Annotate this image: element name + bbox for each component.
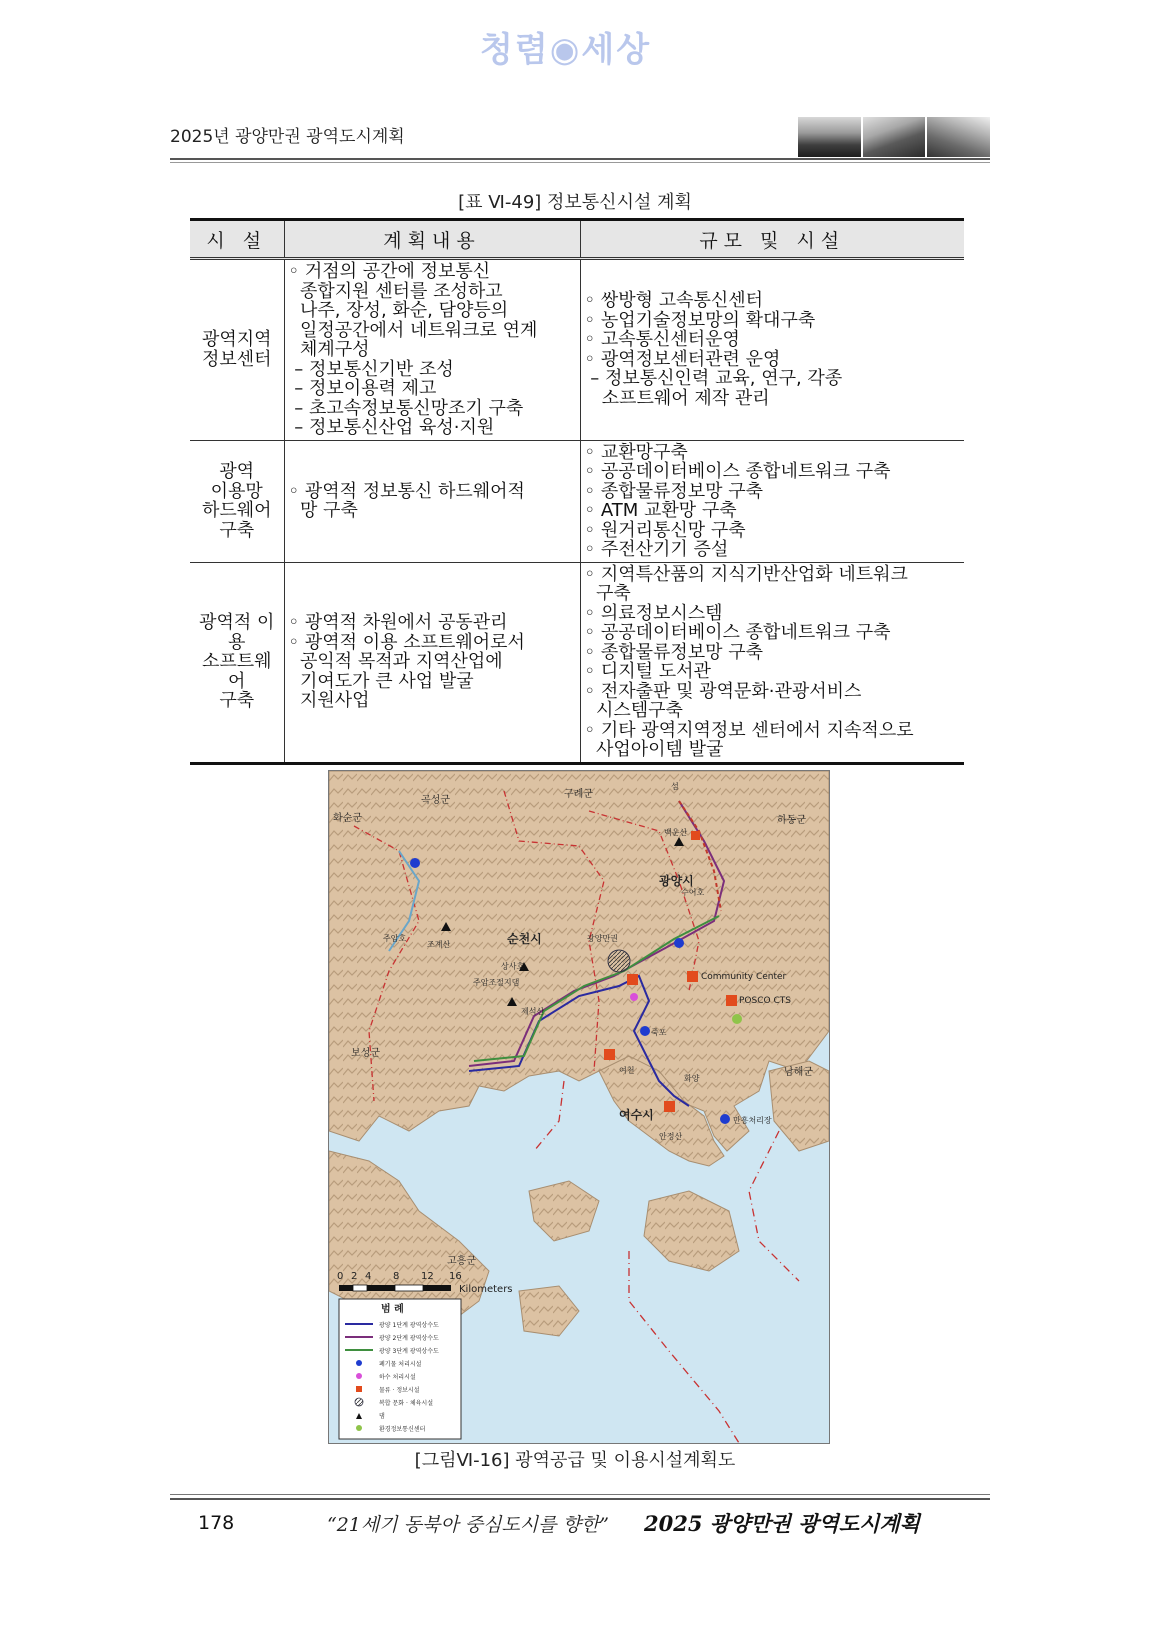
label-yeosu: 여수시 <box>619 1108 654 1122</box>
map-legend <box>339 1299 461 1439</box>
scale-tick: 12 <box>421 1271 434 1282</box>
header-facility: 시 설 <box>190 220 284 259</box>
waste-facility <box>410 858 420 868</box>
legend-waste-icon <box>356 1360 362 1366</box>
label-community: Community Center <box>701 972 787 982</box>
scale-tick: 2 <box>351 1271 358 1282</box>
facility-line: 이용망 <box>210 480 263 502</box>
facilities-line: ◦ 지역특산품의 지식기반산업화 네트워크 <box>584 563 908 585</box>
label-posco: POSCO CTS <box>739 996 791 1006</box>
facilities-line: ◦ 쌍방형 고속통신센터 <box>584 290 764 312</box>
plan-line: ◦ 광역적 정보통신 하드웨어적 <box>288 480 525 502</box>
facilities-line: 시스템구축 <box>584 700 683 721</box>
facility-cell <box>190 562 284 763</box>
label-goksung: 곡성군 <box>421 795 450 806</box>
facilities-cell <box>580 259 964 441</box>
waste-facility <box>720 1114 730 1124</box>
legend-sewage-icon <box>356 1373 362 1379</box>
facilities-line: ◦ 디지털 도서관 <box>584 661 711 682</box>
header-facilities: 규모 및 시설 <box>580 220 964 259</box>
header-plan: 계획내용 <box>284 220 580 259</box>
label-jukpo: 죽포 <box>651 1028 667 1037</box>
legend-label: 댐 <box>379 1413 385 1420</box>
logistics-facility <box>691 831 700 840</box>
footer-slogan: “21세기 동북아 중심도시를 향한” <box>327 1514 609 1536</box>
scale-tick: 16 <box>449 1271 462 1282</box>
label-gwangyang-bay: 광양만권 <box>587 934 618 943</box>
label-juam-dam: 주암조절지댐 <box>473 978 520 987</box>
facilities-line: ◦ 농업기술정보망의 확대구축 <box>584 309 816 331</box>
facility-cell <box>190 259 284 441</box>
logistics-facility <box>604 1049 615 1060</box>
label-gurye: 구례군 <box>564 789 593 800</box>
label-suoh: 수어호 <box>681 888 705 897</box>
facility-line: 광역 <box>219 461 255 482</box>
facilities-line: ◦ 공공데이터베이스 종합네트워크 구축 <box>584 622 891 643</box>
logistics-facility <box>664 1101 675 1112</box>
plan-line: – 정보통신기반 조성 <box>288 358 454 380</box>
facilities-line: 구축 <box>584 583 631 604</box>
plan-cell <box>284 259 580 441</box>
scale-segment <box>367 1285 395 1291</box>
sewage-facility <box>630 993 638 1001</box>
label-jogye: 조계산 <box>427 940 451 949</box>
label-suncheon: 순천시 <box>507 932 542 946</box>
header-divider-thin <box>170 162 990 163</box>
facility-line: 구축 <box>219 690 255 712</box>
plan-line: ◦ 광역적 이용 소프트웨어로서 <box>288 631 525 653</box>
legend-label: 광양 1단계 광역상수도 <box>379 1322 439 1329</box>
label-yeocheon: 여천 <box>619 1066 635 1075</box>
scale-segment <box>353 1285 367 1291</box>
table-row <box>190 440 964 562</box>
plan-line: 종합지원 센터를 조성하고 <box>288 280 503 302</box>
logo-text: 청렴◉세상 <box>480 30 652 70</box>
scale-segment <box>423 1285 451 1291</box>
facility-line: 광역적 이용 <box>199 612 275 653</box>
facilities-line: ◦ 교환망구축 <box>584 441 688 463</box>
legend-label: 복합 문화 · 체육시설 <box>379 1400 433 1407</box>
header-photo-1 <box>798 117 861 157</box>
label-hwasun: 화순군 <box>333 813 362 824</box>
logistics-facility <box>687 971 698 982</box>
legend-label: 물류 · 정보시설 <box>379 1387 420 1394</box>
legend-complex-icon <box>355 1398 363 1406</box>
facilities-line: ◦ 고속통신센터운영 <box>584 329 740 351</box>
label-hadong: 하동군 <box>777 815 806 826</box>
scale-tick: 0 <box>337 1271 344 1282</box>
facilities-line: ◦ 주전산기기 증설 <box>584 539 729 560</box>
facilities-line: 소프트웨어 제작 관리 <box>584 387 770 409</box>
header-photo-2 <box>863 117 926 157</box>
label-goheung: 고흥군 <box>447 1256 476 1267</box>
plan-line: – 정보이용력 제고 <box>288 378 437 399</box>
waste-facility <box>674 938 684 948</box>
plan-line: ◦ 거점의 공간에 정보통신 <box>288 261 491 282</box>
legend-label: 환경정보통신센터 <box>379 1426 426 1433</box>
legend-label: 하수 처리시설 <box>379 1374 416 1381</box>
facilities-cell <box>580 562 964 763</box>
label-jeseok: 제석산 <box>521 1007 545 1016</box>
label-hwayang: 화양 <box>684 1074 700 1083</box>
header-divider <box>170 158 990 160</box>
legend-label: 광양 2단계 광역상수도 <box>379 1335 439 1342</box>
header-photo-3 <box>927 117 990 157</box>
plan-line: 공익적 목적과 지역산업에 <box>288 651 503 673</box>
facility-line: 정보센터 <box>201 348 272 370</box>
logistics-facility <box>726 995 737 1006</box>
facilities-line: 사업아이템 발굴 <box>584 739 724 760</box>
plan-line: – 정보통신산업 육성·지원 <box>288 417 495 438</box>
legend-label: 광양 3단계 광역상수도 <box>379 1348 439 1355</box>
label-jugam: 주암호 <box>383 934 407 943</box>
map-svg <box>329 771 829 1443</box>
plan-line: 나주, 장성, 화순, 담양등의 <box>288 300 509 321</box>
label-seomjin: 섬 <box>671 782 679 791</box>
facility-line: 소프트웨어 <box>201 651 272 692</box>
facilities-line: ◦ 기타 광역지역정보 센터에서 지속적으로 <box>584 719 914 741</box>
waste-facility <box>640 1026 650 1036</box>
scale-unit: Kilometers <box>459 1284 513 1295</box>
plan-cell <box>284 562 580 763</box>
facilities-line: ◦ 원거리통신망 구축 <box>584 519 746 541</box>
facilities-line: – 정보통신인력 교육, 연구, 각종 <box>584 368 843 390</box>
label-gwangyang: 광양시 <box>659 874 694 888</box>
plan-cell <box>284 440 580 562</box>
complex-culture-sports <box>608 950 630 972</box>
legend-title: 범 례 <box>381 1304 404 1315</box>
plan-line: 망 구축 <box>288 500 358 521</box>
facility-line: 하드웨어 <box>201 500 272 521</box>
figure-caption: [그림Ⅵ-16] 광역공급 및 이용시설계획도 <box>414 1450 736 1471</box>
plan-line: 일정공간에서 네트워크로 연계 <box>288 319 538 341</box>
facility-cell <box>190 440 284 562</box>
facility-line: 구축 <box>219 519 255 541</box>
label-boseong: 보성군 <box>351 1048 380 1059</box>
scale-segment <box>395 1285 423 1291</box>
facility-table <box>190 218 964 765</box>
label-mandeok: 만흥처리장 <box>733 1116 772 1125</box>
scale-tick: 4 <box>365 1271 372 1282</box>
header-title: 2025년 광양만권 광역도시계획 <box>170 127 405 147</box>
plan-line: 지원사업 <box>288 690 370 712</box>
facilities-line: ◦ 종합물류정보망 구축 <box>584 641 764 663</box>
table-row <box>190 259 964 441</box>
regional-facility-map <box>328 770 830 1444</box>
facility-line: 광역지역 <box>201 329 272 351</box>
facilities-cell <box>580 440 964 562</box>
legend-logistics-icon <box>356 1386 362 1392</box>
logistics-facility <box>627 974 638 985</box>
facilities-line: ◦ 광역정보센터관련 운영 <box>584 348 781 370</box>
label-sangsa: 상사호 <box>501 962 525 971</box>
scale-tick: 8 <box>393 1271 400 1282</box>
header-photos <box>798 117 990 157</box>
plan-line: 체계구성 <box>288 339 370 360</box>
table-caption: [표 Ⅵ-49] 정보통신시설 계획 <box>458 192 692 213</box>
table-header-row <box>190 220 964 259</box>
facilities-line: ◦ 전자출판 및 광역문화·관광서비스 <box>584 680 862 702</box>
scale-segment <box>339 1285 353 1291</box>
plan-line: – 초고속정보통신망조기 구축 <box>288 397 524 419</box>
page-number: 178 <box>198 1512 235 1534</box>
label-anjeong: 안정산 <box>659 1132 683 1141</box>
legend-label: 폐기물 처리시설 <box>379 1361 422 1368</box>
facilities-line: ◦ 의료정보시스템 <box>584 602 723 624</box>
footer-divider <box>170 1498 990 1500</box>
plan-line: ◦ 광역적 차원에서 공동관리 <box>288 612 508 634</box>
facilities-line: ◦ 공공데이터베이스 종합네트워크 구축 <box>584 461 891 482</box>
facilities-line: ◦ ATM 교환망 구축 <box>584 500 737 521</box>
logo <box>480 22 670 72</box>
plan-line: 기여도가 큰 사업 발굴 <box>288 670 474 692</box>
footer-divider-thin <box>170 1494 990 1495</box>
table-row <box>190 562 964 763</box>
footer-title: 2025 광양만권 광역도시계획 <box>644 1511 920 1536</box>
facilities-line: ◦ 종합물류정보망 구축 <box>584 480 764 502</box>
env-info-center <box>732 1014 742 1024</box>
legend-env-icon <box>356 1425 362 1431</box>
label-baekun: 백운산 <box>664 828 688 837</box>
label-namhae: 남해군 <box>784 1067 813 1078</box>
